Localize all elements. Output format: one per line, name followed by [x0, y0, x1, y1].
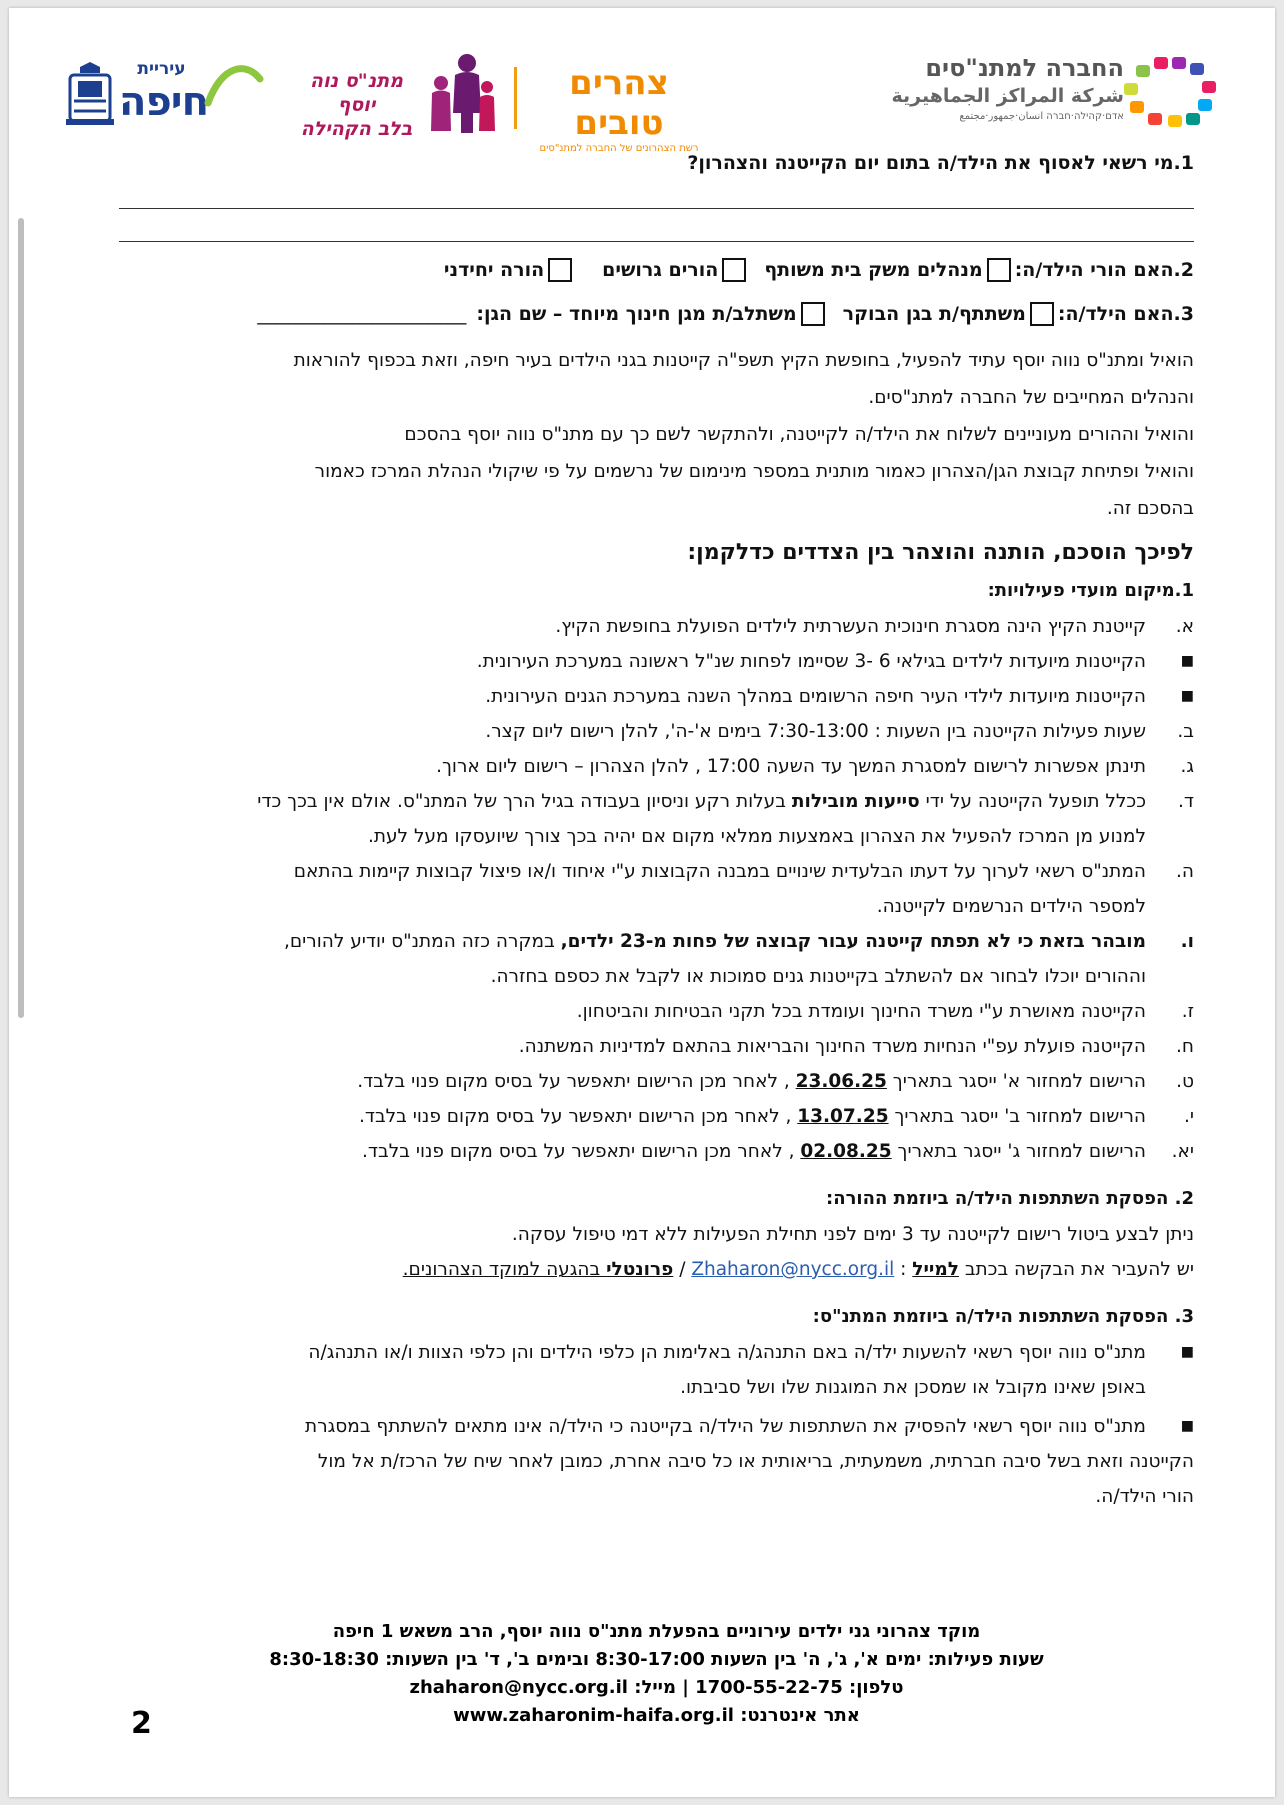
clause-y-pre: הרישום למחזור ב' ייסגר בתאריך — [888, 1106, 1146, 1127]
company-arab-text: شركة المراكز الجماهيرية — [891, 85, 1124, 107]
clause-ya-mark: יא. — [1171, 1141, 1194, 1162]
clause-h-mark: ה. — [1176, 861, 1194, 882]
clause-h — [119, 854, 1194, 889]
clause-d-post: בעלות רקע וניסיון בעבודה בגיל הרך של המתנ"ס. אולם אין בכך כדי — [257, 791, 792, 812]
intro-section — [119, 342, 1194, 527]
clause-ya — [119, 1134, 1194, 1169]
neve-yosef-text — [289, 69, 424, 141]
clause-v-text — [119, 924, 1146, 959]
clause-d-text — [119, 784, 1146, 819]
clause-b-text: שעות פעילות הקייטנה בין השעות : 7:30-13:00 בימים א'-ה', להלן רישום ליום קצר. — [485, 721, 1146, 742]
section-2-p2 — [119, 1252, 1194, 1287]
section-3-bullet-2-cont: הקייטנה וזאת בשל סיבה חברתית, משמעתית, בריאותית או כל סיבה אחרת, כמובן לאחר שיח של הרכז/ת אל מול — [317, 1451, 1194, 1472]
haifa-logo — [64, 59, 254, 139]
zaharaim-small-text: רשת הצהרונים של החברה למתנ"סים — [539, 143, 699, 154]
clause-ch-mark: ח. — [1176, 1036, 1194, 1057]
section-3-bullet-1-text: מתנ"ס נווה יוסף רשאי להשעות ילד/ה באם התנהג/ה באלימות הן כלפי הילדים והן כלפי הצוות ו/או התנהג/ה — [308, 1342, 1146, 1363]
clause-h-cont: למספר הילדים הנרשמים לקייטנה. — [876, 896, 1146, 917]
clause-a — [119, 609, 1194, 644]
section-1-title: 1.מיקום מועדי פעילויות: — [987, 580, 1194, 601]
intro-p3a: והואיל ופתיחת קבוצת הגן/הצהרון כאמור מותנית במספר מינימום של נרשמים על פי שיקולי הנהלת המרכז כאמור — [314, 461, 1194, 482]
clause-b — [119, 714, 1194, 749]
colon: : — [894, 1259, 913, 1280]
footer-line-3: טלפון: 1700-55-22-75 | מייל: zhaharon@nycc.org.il — [409, 1677, 904, 1698]
checkbox-single-parent[interactable] — [548, 258, 572, 282]
answer-line-2[interactable] — [119, 209, 1194, 242]
bullet-1-text: הקייטנות מיועדות לילדים בגילאי 6 -3 שסיימו לפחות שנ"ל ראשונה במערכת העירונית. — [476, 651, 1146, 672]
section-3-bullet-2-end: הורי הילד/ה. — [1095, 1486, 1194, 1507]
checkbox-shared-household[interactable] — [987, 258, 1011, 282]
clause-y-post: , לאחר מכן הרישום יתאפשר על בסיס מקום פנוי בלבד. — [358, 1106, 798, 1127]
clause-t-post: , לאחר מכן הרישום יתאפשר על בסיס מקום פנוי בלבד. — [357, 1071, 796, 1092]
bullet-icon: ■ — [1180, 1344, 1194, 1360]
clause-d — [119, 784, 1194, 819]
scrollbar[interactable] — [18, 218, 24, 1018]
haifa-swoosh-icon — [204, 59, 264, 109]
intro-p1a: הואיל ומתנ"ס נווה יוסף עתיד להפעיל, בחופשת הקיץ תשפ"ה קייטנות בגני הילדים בעיר חיפה, וזאת בכפוף להוראות — [293, 350, 1194, 371]
checkbox-morning-kindergarten[interactable] — [1030, 302, 1054, 326]
clause-ya-text — [119, 1134, 1146, 1169]
footer-line-2: שעות פעילות: ימים א', ג', ה' בין השעות 8:30-17:00 ובימים ב', ד' בין השעות: 8:30-18:30 — [269, 1649, 1044, 1670]
company-tag-text: אדם·קהילה·חברה انسان·جمهور·مجتمع — [959, 111, 1124, 122]
neve-line2: בלב הקהילה — [300, 118, 413, 140]
clause-y — [119, 1099, 1194, 1134]
clause-t-date: 23.06.25 — [795, 1071, 887, 1092]
clause-z-text: הקייטנה מאושרת ע"י משרד החינוך ועומדת בכל תקני הבטיחות והביטחון. — [576, 1001, 1146, 1022]
clause-t — [119, 1064, 1194, 1099]
option-divorced: הורים גרושים — [602, 259, 719, 281]
bullet-2-text: הקייטנות מיועדות לילדי העיר חיפה הרשומים במהלך השנה במערכת הגנים העירונית. — [485, 686, 1146, 707]
clause-y-text — [119, 1099, 1146, 1134]
clause-ya-date: 02.08.25 — [800, 1141, 892, 1162]
logo-divider — [514, 67, 517, 129]
section-2-p2-pre: יש להעביר את הבקשה בכתב — [958, 1259, 1194, 1280]
haifa-emblem-icon — [64, 61, 116, 131]
bullet-icon: ■ — [1180, 688, 1194, 704]
clause-g-text: תינתן אפשרות לרישום למסגרת המשך עד השעה 17:00 , להלן הצהרון – רישום ליום ארוך. — [436, 756, 1146, 777]
clause-ya-pre: הרישום למחזור ג' ייסגר בתאריך — [891, 1141, 1146, 1162]
company-heb-text: החברה למתנ"סים — [925, 54, 1124, 82]
section-3-bullet-2-text: מתנ"ס נווה יוסף רשאי להפסיק את השתתפות של הילד/ה בקייטנה כי הילד/ה אינו מתאים להשתתף במסגרת — [305, 1416, 1146, 1437]
clause-g-mark: ג. — [1180, 756, 1194, 777]
footer-line-4: אתר אינטרנט: www.zaharonim-haifa.org.il — [453, 1705, 860, 1726]
clause-v-mark: ו. — [1180, 931, 1194, 952]
clause-d-mark: ד. — [1178, 791, 1194, 812]
clause-h-text: המתנ"ס רשאי לערוך על דעתו הבלעדית שינויים במבנה הקבוצות ע"י איחוד ו/או פיצול קבוצות קיימות בהתאם — [293, 861, 1146, 882]
clause-v-post: במקרה כזה המתנ"ס יודיע להורים, — [283, 931, 561, 952]
colored-squares-icon — [1124, 57, 1219, 127]
intro-p2: והואיל וההורים מעוניינים לשלוח את הילד/ה לקייטנה, ולהתקשר לשם כך עם מתנ"ס נווה יוסף בהסכם — [404, 424, 1194, 445]
section-3-bullet-1-cont: באופן שאינו מקובל או שמסכן את המוגנות שלו ושל סביבתו. — [680, 1377, 1146, 1398]
document-body — [119, 148, 1194, 1514]
company-logo — [809, 53, 1124, 143]
agreement-heading: לפיכך הוסכם, הותנה והוצהר בין הצדדים כדלקמן: — [687, 540, 1194, 565]
haifa-big-text: חיפה — [119, 79, 209, 125]
footer-line-1: מוקד צהרוני גני ילדים עירוניים בהפעלת מתנ"ס נווה יוסף, הרב משאש 1 חיפה — [332, 1621, 981, 1642]
bullet-icon: ■ — [1180, 1418, 1194, 1434]
question-2-label: 2.האם הורי הילד/ה: — [1014, 259, 1194, 281]
clause-d-cont: למנוע מן המרכז להפעיל את הצהרון באמצעות ממלאי מקום אם יהיה בכך צורך שיועסקו מעל לעת. — [367, 826, 1146, 847]
bullet-1 — [119, 644, 1194, 679]
document-page — [9, 8, 1275, 1797]
neve-yosef-logo — [289, 59, 494, 139]
separator: / — [673, 1259, 692, 1280]
footer — [119, 1618, 1194, 1730]
clause-ch-text: הקייטנה פועלת עפ"י הנחיות משרד החינוך והבריאות בהתאם למדיניות המשתנה. — [518, 1036, 1146, 1057]
clause-d-bold: סייעות מובילות — [791, 791, 920, 812]
email-link[interactable]: Zhaharon@nycc.org.il — [691, 1259, 895, 1280]
clause-b-mark: ב. — [1177, 721, 1194, 742]
option-single-parent: הורה יחידני — [443, 259, 545, 281]
clause-v-bold: מובהר בזאת כי לא תפתח קייטנה עבור קבוצה של פחות מ-23 ילדים, — [560, 931, 1146, 952]
answer-line-1[interactable] — [119, 178, 1194, 209]
clause-ch — [119, 1029, 1194, 1064]
clause-z-mark: ז. — [1181, 1001, 1194, 1022]
section-3-bullet-2 — [119, 1409, 1194, 1444]
clause-v — [119, 924, 1194, 959]
option-morning-kindergarten: משתתף/ת בגן הבוקר — [842, 303, 1026, 325]
clause-a-text: קייטנת הקיץ הינה מסגרת חינוכית העשרתית לילדים הפועלת בחופשת הקיץ. — [555, 616, 1146, 637]
clause-d-pre: ככלל תופעל הקייטנה על ידי — [919, 791, 1146, 812]
clause-a-mark: א. — [1175, 616, 1194, 637]
section-3-title: 3. הפסקת השתתפות הילד/ה ביוזמת המתנ"ס: — [812, 1306, 1194, 1327]
clause-g — [119, 749, 1194, 784]
clause-y-date: 13.07.25 — [797, 1106, 889, 1127]
section-2-p1: ניתן לבצע ביטול רישום לקייטנה עד 3 ימים לפני תחילת הפעילות ללא דמי טיפול עסקה. — [511, 1224, 1194, 1245]
intro-p1b: והנהלים המחייבים של החברה למתנ"סים. — [868, 387, 1194, 408]
clause-z — [119, 994, 1194, 1029]
section-2-p2-post: בהגעה למוקד הצהרונים. — [402, 1259, 607, 1280]
clause-t-mark: ט. — [1176, 1071, 1194, 1092]
question-1: 1.מי רשאי לאסוף את הילד/ה בתום יום הקייטנה והצהרון? — [687, 152, 1194, 174]
clause-t-pre: הרישום למחזור א' ייסגר בתאריך — [886, 1071, 1146, 1092]
section-2-title: 2. הפסקת השתתפות הילד/ה ביוזמת ההורה: — [826, 1188, 1194, 1209]
clause-t-text — [119, 1064, 1146, 1099]
checkbox-divorced[interactable] — [722, 258, 746, 282]
option-shared-household: מנהלים משק בית משותף — [764, 259, 983, 281]
in-person-label: פרונטלי — [606, 1259, 674, 1280]
clause-v-cont: וההורים יוכלו לבחור אם להשתלב בקייטנות גנים סמוכות או לקבל את כספם בחזרה. — [490, 966, 1146, 987]
neve-line1: מתנ"ס נוה יוסף — [310, 70, 403, 116]
kindergarten-name-field[interactable]: ______________________ — [257, 303, 467, 325]
logo-bar — [64, 53, 1214, 154]
question-3-label: 3.האם הילד/ה: — [1057, 303, 1194, 325]
zaharaim-tovim-logo — [524, 63, 714, 154]
bullet-icon: ■ — [1180, 653, 1194, 669]
family-icon — [427, 53, 497, 135]
zaharaim-big-text: צהרים טובים — [569, 63, 669, 143]
clause-ya-post: , לאחר מכן הרישום יתאפשר על בסיס מקום פנוי בלבד. — [362, 1141, 801, 1162]
clause-y-mark: י. — [1183, 1106, 1194, 1127]
checkbox-special-education[interactable] — [801, 302, 825, 326]
intro-p3b: בהסכם זה. — [1106, 498, 1194, 519]
question-3 — [119, 298, 1194, 330]
section-3-bullet-1 — [119, 1335, 1194, 1370]
haifa-small-text: עיריית — [137, 59, 186, 79]
page-number: 2 — [131, 1706, 152, 1741]
bullet-2 — [119, 679, 1194, 714]
question-2 — [119, 254, 1194, 286]
option-special-education: משתלב/ת מגן חינוך מיוחד – שם הגן: — [476, 303, 797, 325]
mail-label: למייל — [912, 1259, 959, 1280]
